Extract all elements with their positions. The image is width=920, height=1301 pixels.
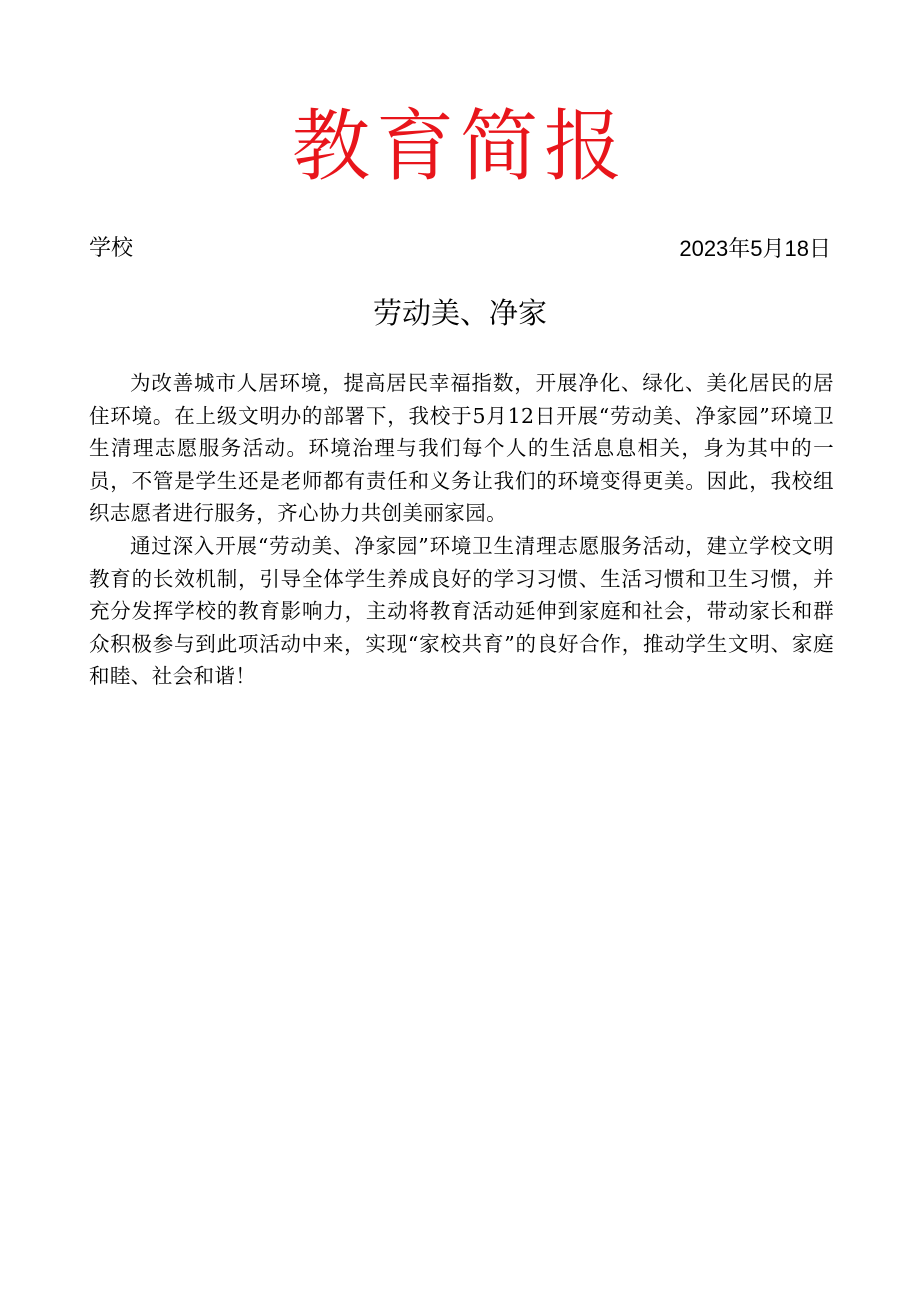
- school-name: 学校: [89, 236, 134, 261]
- meta-row: [89, 234, 831, 264]
- article-title: 劳动美、净家: [372, 296, 547, 330]
- article-body: [89, 367, 834, 693]
- issue-date: 2023年5月18日: [679, 236, 831, 261]
- article-paragraph: 通过深入开展“劳动美、净家园”环境卫生清理志愿服务活动，建立学校文明教育的长效机制，引导全体学生养成良好的学习习惯、生活习惯和卫生习惯，并充分发挥学校的教育影响力，主动将教育活动延伸到家庭和社会，带动家长和群众积极参与到此项活动中来，实现“家校共育”的良好合作，推动学生文明、家庭和睦、社会和谐！: [89, 533, 834, 689]
- newsletter-masthead: 教育简报: [291, 102, 628, 192]
- article-paragraph: 为改善城市人居环境，提高居民幸福指数，开展净化、绿化、美化居民的居住环境。在上级文明办的部署下，我校于5月12日开展“劳动美、净家园”环境卫生清理志愿服务活动。环境治理与我们每个人的生活息息相关，身为其中的一员，不管是学生还是老师都有责任和义务让我们的环境变得更美。因此，我校组织志愿者进行服务，齐心协力共创美丽家园。: [89, 371, 834, 526]
